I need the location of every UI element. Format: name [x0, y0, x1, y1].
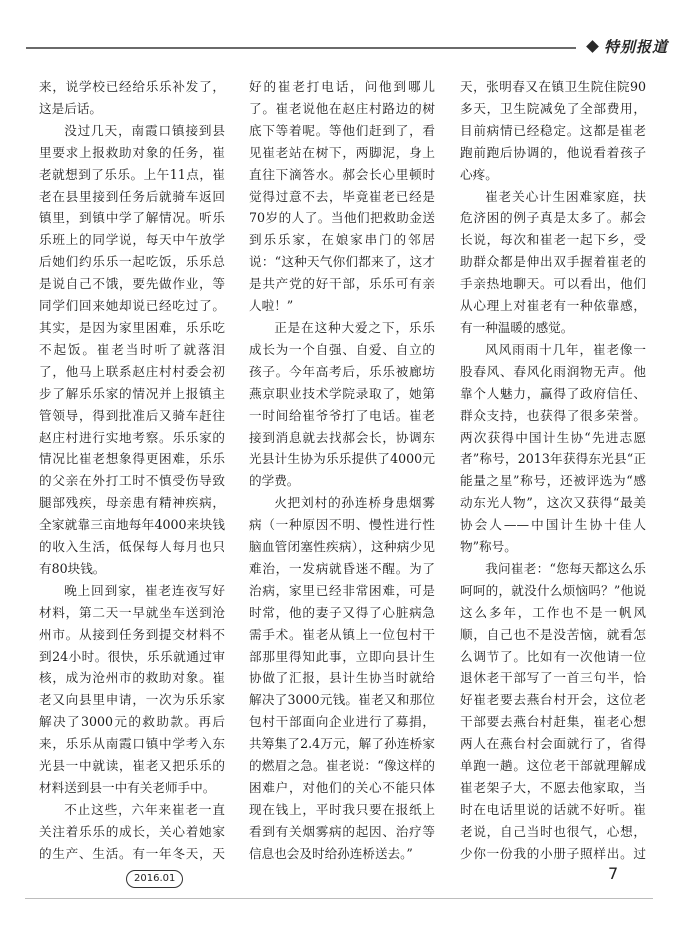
paragraph: 风风雨雨十几年，崔老像一股春风、春风化雨润物无声。他靠个人魅力，赢得了政府信任、群众支持，也获得了很多荣誉。两次获得中国计生协“先进志愿者”称号，2013年获得东光县“正能量之星”称号，还被评选为“感动东光人物”，这次又获得“最美协会人——中国计生协十佳人物”称号。: [460, 341, 646, 555]
article-column-1: [39, 76, 225, 861]
paragraph: 我问崔老：“您每天都这么乐呵呵的，就没什么烦恼吗？”他说这么多年，工作也不是一帆风顺，自己也不是没苦恼，就看怎么调节了。比如有一次他请一位退休老干部写了一首三句半，恰好崔老要去燕台村开会，这位老干部要去燕台村赶集，崔老心想两人在燕台村会面就行了，省得单跑一趟。这位老干部就理解成崔老架子大，不愿去他家取，当时在电话里说的话就不好听。崔老说，自己当时也很气，心想，少你一份我的小册子照样出。过: [460, 560, 646, 861]
paragraph: 正是在这种大爱之下，乐乐成长为一个自强、自爱、自立的孩子。今年高考后，乐乐被廊坊燕京职业技术学院录取了，她第一时间给崔爷爷打了电话。崔老接到消息就去找郝会长，协调东光县计生协为乐乐提供了4000元的学费。: [249, 319, 435, 489]
paragraph: 不止这些，六年来崔老一直关注着乐乐的成长，关心着她家的生产、生活。有一年冬天，天: [39, 801, 225, 861]
page-number: 7: [608, 864, 619, 883]
paragraph: 好的崔老打电话，问他到哪儿了。崔老说他在赵庄村路边的树底下等着呢。等他们赶到了，看见崔老站在树下，两脚泥，身上直往下滴答水。郝会长心里顿时觉得过意不去，毕竟崔老已经是70岁的人了。当他们把救助金送到乐乐家，在娘家串门的邻居说：“这种天气你们都来了，这才是共产党的好干部，乐乐可有亲人啦！”: [249, 79, 435, 314]
section-label: 特别报道: [603, 37, 668, 56]
paragraph: 天，张明春又在镇卫生院住院90多天，卫生院减免了全部费用，目前病情已经稳定。这都是崔老跑前跑后协调的，他说看着孩子心疼。: [460, 79, 646, 182]
footer-rule: [25, 898, 653, 899]
header-rule: [26, 47, 576, 49]
issue-badge: 2016.01: [126, 870, 183, 888]
paragraph: 来，说学校已经给乐乐补发了，这是后话。: [39, 79, 225, 116]
paragraph: 没过几天，南霞口镇接到县里要求上报救助对象的任务，崔老就想到了乐乐。上午11点，崔老在县里接到任务后就骑车返回镇里，到镇中学了解情况。听乐乐班上的同学说，每天中午放学后她们约乐乐一起吃饭，乐乐总是说自己不饿，要先做作业，等同学们回来她却说已经吃过了。其实，是因为家里困难，乐乐吃不起饭。崔老当时听了就落泪了，他马上联系赵庄村村委会初步了解乐乐家的情况并上报镇主管领导，得到批准后又骑车赶往赵庄村进行实地考察。乐乐家的情况比崔老想象得更困难，乐乐的父亲在外打工时不慎受伤导致腿部残疾，母亲患有精神疾病，全家就靠三亩地每年4000来块钱的收入生活，低保每人每月也只有80块钱。: [39, 122, 225, 576]
section-header: [580, 34, 668, 58]
article-column-3: [460, 76, 646, 861]
paragraph: 晚上回到家，崔老连夜写好材料，第二天一早就坐车送到沧州市。从接到任务到提交材料不到24小时。很快，乐乐就通过审核，成为沧州市的救助对象。崔老又向县里申请，一次为乐乐家解决了3000元的救助款。再后来，乐乐从南霞口镇中学考入东光县一中就读，崔老又把乐乐的材料送到县一中有关老师手中。: [39, 582, 225, 795]
article-column-2: [249, 76, 435, 861]
paragraph: 火把刘村的孙连桥身患烟雾病（一种原因不明、慢性进行性脑血管闭塞性疾病），这种病少见难治，一发病就昏迷不醒。为了治病，家里已经非常困难，可是时常，他的妻子又得了心脏病急需手术。崔老从镇上一位包村干部那里得知此事，立即向县计生协做了汇报，县计生协当时就给解决了3000元钱。崔老又和那位包村干部面向企业进行了募捐，共筹集了2.4万元，解了孙连桥家的燃眉之急。崔老说：“像这样的困难户，对他们的关心不能只体现在钱上，平时我只要在报纸上看到有关烟雾病的起因、治疗等信息也会及时给孙连桥送去。”: [249, 495, 435, 861]
diamond-bullet-icon: [586, 40, 599, 53]
paragraph: 崔老关心计生困难家庭，扶危济困的例子真是太多了。郝会长说，每次和崔老一起下乡，受助群众都是伸出双手握着崔老的手亲热地聊天。可以看出，他们从心理上对崔老有一种依靠感，有一种温暖的感觉。: [460, 188, 646, 335]
